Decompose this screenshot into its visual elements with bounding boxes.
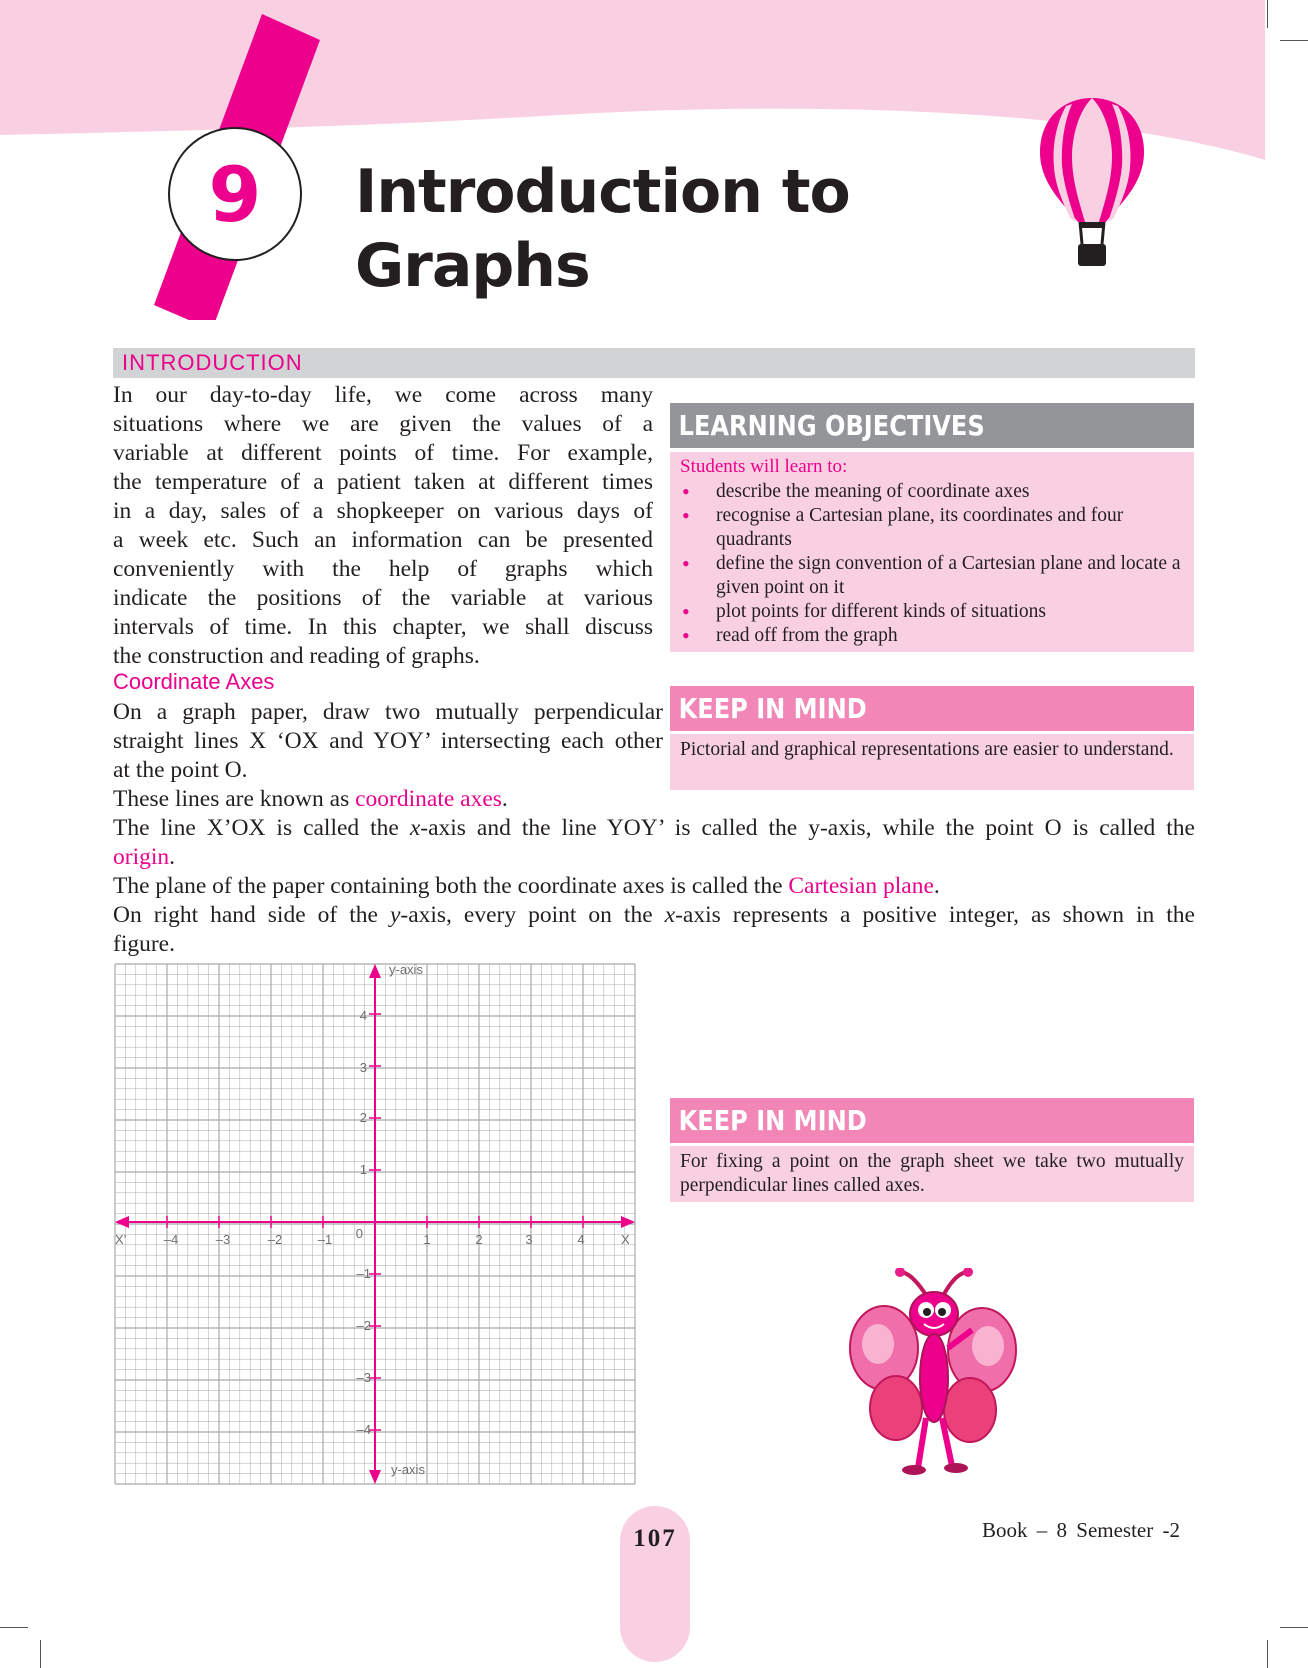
chapter-number-badge: [168, 127, 302, 261]
keep-in-mind-text: Pictorial and graphical representations are easier to understand.: [680, 739, 1174, 760]
keep-in-mind-box: [670, 1146, 1194, 1202]
coordinate-axes-definition: These lines are known as coordinate axes.: [113, 786, 508, 812]
y-axis-bottom-label: y-axis: [391, 1462, 425, 1477]
chapter-number: 9: [208, 149, 262, 239]
chapter-title: Introduction to Graphs: [355, 157, 850, 301]
keep-in-mind-title: KEEP IN MIND: [678, 692, 867, 725]
keep-in-mind-header: [670, 1098, 1194, 1143]
x-axis-negative-label: X’: [115, 1232, 127, 1247]
origin-label: 0: [355, 1226, 363, 1241]
crop-mark: [0, 1627, 28, 1628]
y-tick-label: 3: [359, 1060, 367, 1075]
list-item: • recognise a Cartesian plane, its coordinates and four quadrants: [680, 504, 1188, 552]
coordinate-axes-paragraph: On a graph paper, draw two mutually perpendicular straight lines X ‘OX and YOY’ intersecting each other at the point O. These lines are known as coordinate axes.: [113, 699, 663, 812]
origin-term: origin: [113, 844, 170, 870]
introduction-heading: INTRODUCTION: [122, 350, 303, 375]
x-axis-positive-label: X: [621, 1232, 630, 1247]
cartesian-plane-term: Cartesian plane: [788, 873, 934, 899]
coordinate-axes-term: coordinate axes: [355, 786, 502, 812]
y-tick-label: –4: [356, 1422, 371, 1437]
coordinate-graph: [113, 962, 637, 1486]
butterfly-illustration: [848, 1268, 1018, 1480]
learning-objectives-list: [680, 480, 1188, 648]
y-axis-top-label: y-axis: [389, 962, 423, 977]
coordinate-axes-heading: Coordinate Axes: [113, 669, 275, 694]
x-tick-label: 4: [577, 1232, 585, 1247]
semester-label: Semester -2: [1076, 1518, 1180, 1542]
y-tick-label: –2: [356, 1318, 371, 1333]
y-tick-label: 1: [359, 1162, 367, 1177]
list-item: • describe the meaning of coordinate axes: [680, 480, 1188, 504]
x-axis-right-arrow: [621, 1216, 635, 1228]
y-axis-up-arrow: [369, 964, 381, 978]
y-axis-down-arrow: [369, 1470, 381, 1484]
introduction-paragraph: In our day-to-day life, we come across many situations where we are given the values of a variable at different points of time. For example, the temperature of a patient taken at different times in a day, sales of a shopkeeper on various days of a week etc. Such an information can be presented conveniently with the help of graphs which indicate the positions of the variable at various intervals of time. In this chapter, we shall discuss the construction and reading of graphs.: [113, 382, 653, 669]
keep-in-mind-title: KEEP IN MIND: [678, 1104, 867, 1137]
learning-objectives-header: [670, 403, 1194, 448]
keep-in-mind-header: [670, 686, 1194, 731]
learning-objectives-intro: Students will learn to:: [680, 456, 848, 477]
x-tick-label: –4: [163, 1232, 179, 1247]
x-tick-label: 1: [423, 1232, 431, 1247]
y-tick-label: 4: [359, 1008, 367, 1023]
x-tick-label: –1: [317, 1232, 333, 1247]
hot-air-balloon-icon: [1040, 98, 1144, 266]
crop-mark: [1267, 1640, 1268, 1668]
x-tick-label: 3: [525, 1232, 533, 1247]
keep-in-mind-text: For fixing a point on the graph sheet we take two mutually perpendicular lines called axes.: [680, 1151, 1184, 1196]
learning-objectives-title: LEARNING OBJECTIVES: [678, 409, 985, 442]
x-tick-label: –3: [215, 1232, 231, 1247]
axes-description: The line X’OX is called the x-axis and the line YOY’ is called the y-axis, while the point O is called the origin. The plane of the paper containing both the coordinate axes is called the Cartesian plane. On right hand side of the y-axis, every point on the x-axis represents a positive integer, as shown in the figure.: [113, 815, 1195, 957]
list-item: • read off from the graph: [680, 624, 1188, 648]
book-label: Book – 8: [982, 1518, 1068, 1542]
crop-mark: [1280, 1627, 1308, 1628]
x-tick-label: –2: [267, 1232, 283, 1247]
x-axis-left-arrow: [115, 1216, 129, 1228]
list-item: • plot points for different kinds of situations: [680, 600, 1188, 624]
keep-in-mind-box: [670, 734, 1194, 790]
y-tick-label: –3: [356, 1370, 371, 1385]
footer-book-info: [982, 1518, 1180, 1543]
x-tick-label: 2: [475, 1232, 483, 1247]
crop-mark: [40, 1640, 41, 1668]
page-number: 107: [633, 1525, 677, 1552]
list-item: • define the sign convention of a Cartesian plane and locate a given point on it: [680, 552, 1188, 600]
y-tick-label: –1: [356, 1266, 371, 1281]
y-tick-label: 2: [359, 1110, 367, 1125]
